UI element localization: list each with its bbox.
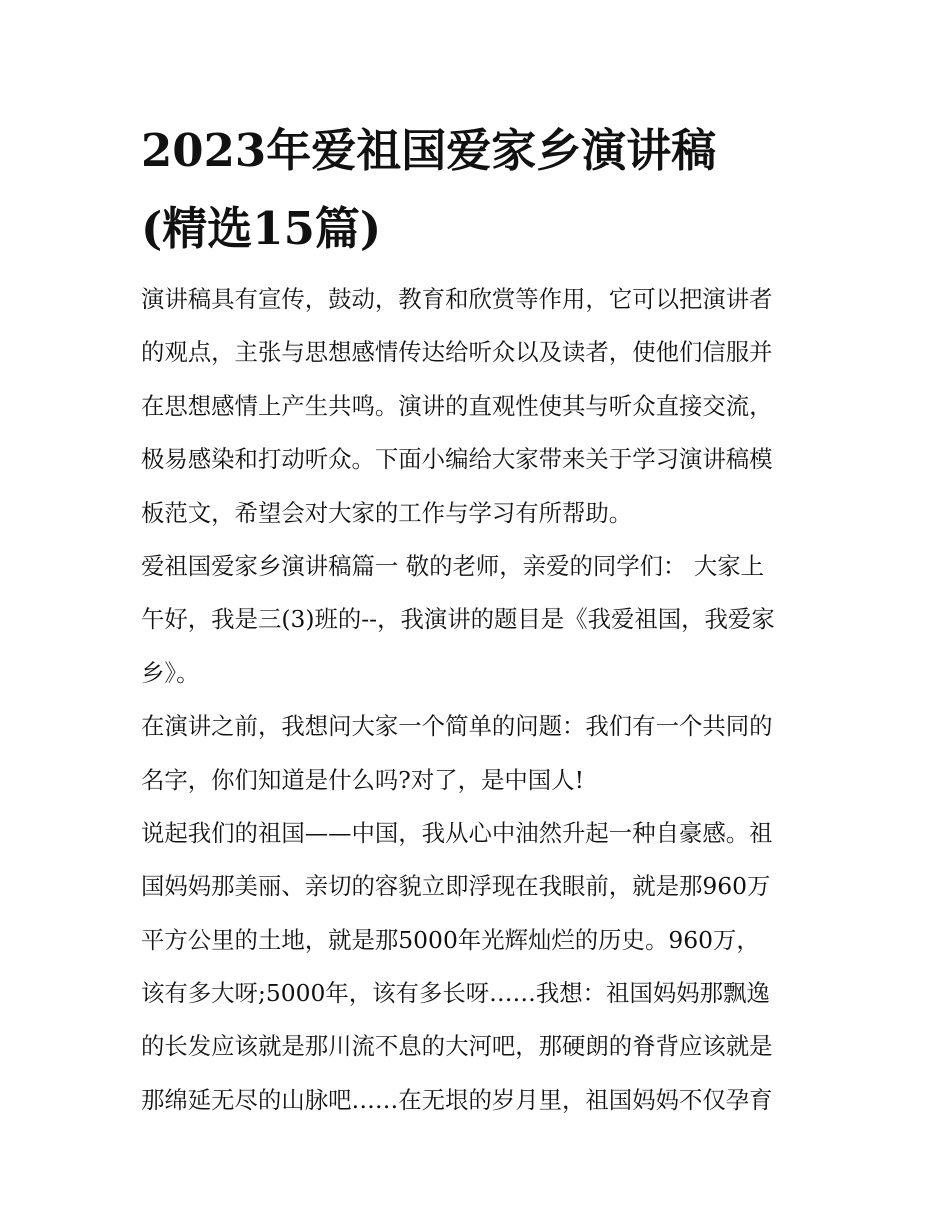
title-line-2: (精选15篇): [141, 202, 382, 255]
title-line-1: 2023年爱祖国爱家乡演讲稿: [141, 124, 717, 177]
text-line: 演讲稿具有宣传，鼓动，教育和欣赏等作用，它可以把演讲者: [141, 285, 773, 313]
text-line: 板范文，希望会对大家的工作与学习有所帮助。: [141, 498, 633, 527]
text-line: 爱祖国爱家乡演讲稿篇一 敬的老师，亲爱的同学们： 大家上: [141, 551, 765, 580]
page-title: [141, 112, 841, 268]
text-line: 的观点，主张与思想感情传达给听众以及读者，使他们信服并: [141, 338, 773, 367]
paragraph-speech-opening: [141, 540, 821, 700]
paragraph-question: [141, 700, 821, 807]
text-line: 那绵延无尽的山脉吧……在无垠的岁月里，祖国妈妈不仅孕育: [141, 1085, 773, 1114]
text-line: 的长发应该就是那川流不息的大河吧，那硬朗的脊背应该就是: [141, 1032, 773, 1061]
text-line: 在思想感情上产生共鸣。演讲的直观性使其与听众直接交流，: [141, 391, 773, 420]
paragraph-intro: [141, 273, 821, 540]
text-line: 平方公里的土地，就是那5000年光辉灿烂的历史。960万，: [141, 925, 760, 954]
text-line: 午好，我是三(3)班的--，我演讲的题目是《我爱祖国，我爱家: [141, 605, 775, 634]
text-line: 该有多大呀;5000年，该有多长呀……我想：祖国妈妈那飘逸: [141, 979, 770, 1008]
text-line: 国妈妈那美丽、亲切的容貌立即浮现在我眼前，就是那960万: [141, 872, 771, 901]
paragraph-motherland: [141, 807, 821, 1127]
text-line: 乡》。: [141, 658, 200, 687]
document-body: [141, 273, 821, 1127]
text-line: 说起我们的祖国——中国，我从心中油然升起一种自豪感。祖: [141, 818, 773, 847]
text-line: 极易感染和打动听众。下面小编给大家带来关于学习演讲稿模: [141, 445, 773, 474]
text-line: 在演讲之前，我想问大家一个简单的问题：我们有一个共同的: [141, 712, 773, 741]
text-line: 名字，你们知道是什么吗?对了，是中国人!: [141, 765, 584, 794]
